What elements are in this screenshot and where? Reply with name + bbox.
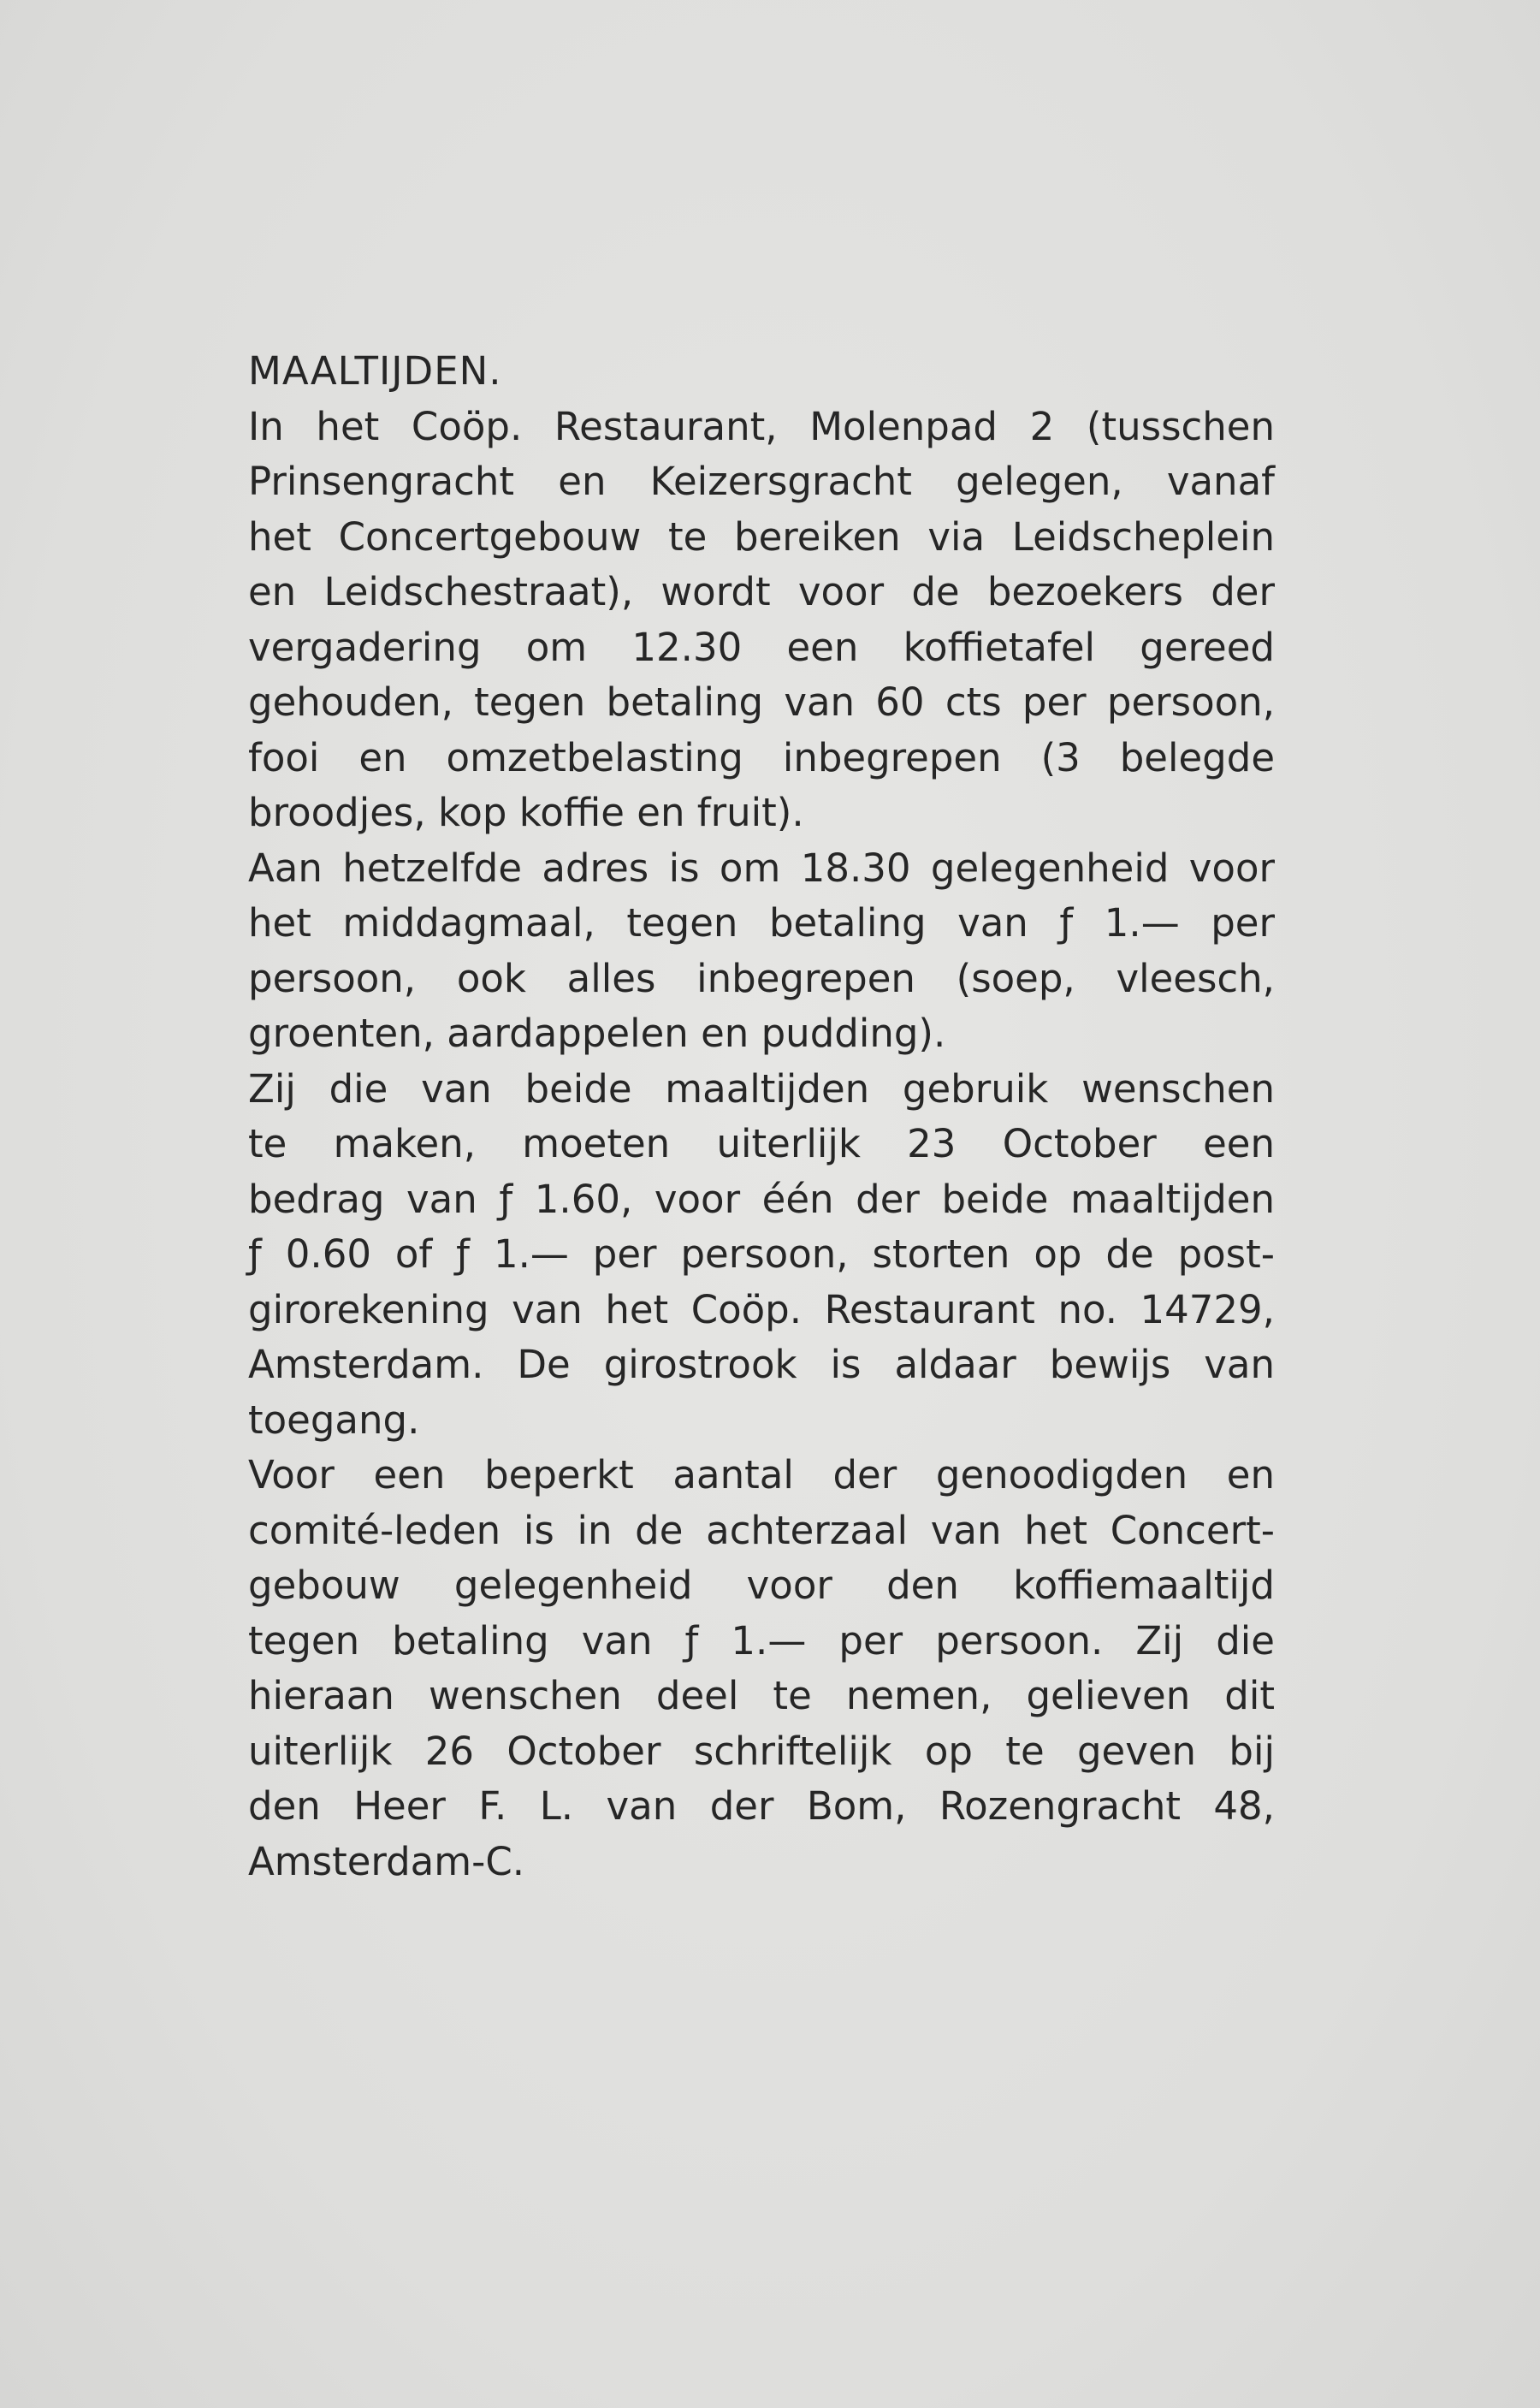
paragraph-dinner <box>248 841 1275 1062</box>
text-line: Aan hetzelfde adres is om 18.30 gelegenheid voor <box>248 845 1275 891</box>
text-line: te maken, moeten uiterlijk 23 October een <box>248 1121 1275 1166</box>
text-line: tegen betaling van ƒ 1.— per persoon. Zij die <box>248 1617 1275 1664</box>
text-line: comité-leden is in de achterzaal van het Concert- <box>248 1507 1275 1553</box>
text-line: ƒ 0.60 of ƒ 1.— per persoon, storten op de post- <box>248 1231 1275 1277</box>
paragraph-committee-meal <box>248 1448 1275 1889</box>
text-line: Prinsengracht en Keizersgracht gelegen, vanaf <box>248 459 1275 504</box>
text-line: girorekening van het Coöp. Restaurant no. 14729, <box>248 1286 1275 1332</box>
text-line: en Leidschestraat), wordt voor de bezoekers der <box>248 569 1275 614</box>
text-line: Amsterdam-C. <box>248 1838 525 1884</box>
text-line: Voor een beperkt aantal der genoodigden en <box>248 1452 1275 1498</box>
text-line: broodjes, kop koffie en fruit). <box>248 790 804 835</box>
text-line: fooi en omzetbelasting inbegrepen (3 belegde <box>248 734 1275 780</box>
text-line: toegang. <box>248 1397 420 1443</box>
text-line: gehouden, tegen betaling van 60 cts per persoon, <box>248 679 1275 725</box>
text-line: den Heer F. L. van der Bom, Rozengracht 48, <box>248 1783 1275 1829</box>
text-line: uiterlijk 26 October schriftelijk op te geven bij <box>248 1728 1275 1774</box>
paragraph-payment <box>248 1062 1275 1449</box>
text-line: het Concertgebouw te bereiken via Leidscheplein <box>248 513 1275 560</box>
paragraph-coffee-table <box>248 400 1275 841</box>
text-line: Amsterdam. De girostrook is aldaar bewijs van <box>248 1342 1275 1387</box>
text-line: het middagmaal, tegen betaling van ƒ 1.— per <box>248 900 1275 946</box>
text-line: persoon, ook alles inbegrepen (soep, vleesch, <box>248 955 1275 1001</box>
text-line: bedrag van ƒ 1.60, voor één der beide maaltijden <box>248 1176 1275 1222</box>
text-line: hieraan wenschen deel te nemen, gelieven dit <box>248 1673 1275 1718</box>
section-heading: MAALTIJDEN. <box>248 348 502 394</box>
text-line: Zij die van beide maaltijden gebruik wenschen <box>248 1065 1275 1112</box>
text-line: vergadering om 12.30 een koffietafel gereed <box>248 624 1275 670</box>
text-line: gebouw gelegenheid voor den koffiemaaltijd <box>248 1563 1275 1608</box>
text-line: groenten, aardappelen en pudding). <box>248 1011 946 1056</box>
text-line: In het Coöp. Restaurant, Molenpad 2 (tusschen <box>248 403 1275 449</box>
document-text <box>248 344 1275 1889</box>
